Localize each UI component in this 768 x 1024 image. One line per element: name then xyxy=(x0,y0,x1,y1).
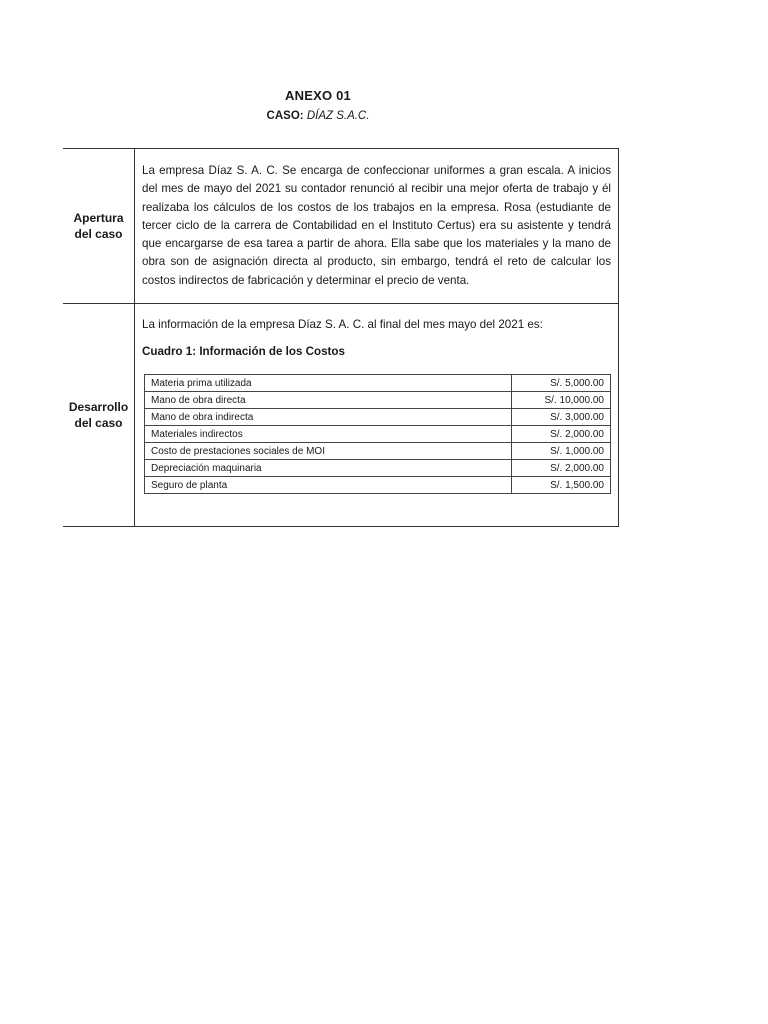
table-row xyxy=(145,460,611,477)
cost-table xyxy=(144,374,611,494)
cost-concept: Materia prima utilizada xyxy=(145,375,512,392)
apertura-label xyxy=(63,149,135,304)
cost-concept: Mano de obra directa xyxy=(145,392,512,409)
case-subtitle xyxy=(0,110,636,122)
case-name: DÍAZ S.A.C. xyxy=(306,110,370,122)
cost-amount: S/. 1,500.00 xyxy=(512,477,611,494)
apertura-paragraph: La empresa Díaz S. A. C. Se encarga de confeccionar uniformes a gran escala. A inicios del mes de mayo del 2021 su contador renunció al recibir una mejor oferta de trabajo y él realizaba los cálculos de los costos de los trabajos en la empresa. Rosa (estudiante de tercer ciclo de la carrera de Contabilidad en el Instituto Certus) era su asistente y tendrá que encargarse de esa tarea a partir de ahora. Ella sabe que los materiales y la mano de obra son de asignación directa al producto, sin embargo, tendrá el reto de calcular los costos indirectos de fabricación y determinar el precio de venta. xyxy=(142,163,611,287)
cost-concept: Seguro de planta xyxy=(145,477,512,494)
apertura-row xyxy=(63,149,619,304)
cost-concept: Costo de prestaciones sociales de MOI xyxy=(145,443,512,460)
desarrollo-label xyxy=(63,304,135,527)
apertura-label-line1: Apertura xyxy=(73,211,124,225)
cost-amount: S/. 5,000.00 xyxy=(512,375,611,392)
desarrollo-row xyxy=(63,304,619,527)
cost-concept: Mano de obra indirecta xyxy=(145,409,512,426)
desarrollo-label-line2: del caso xyxy=(74,416,123,430)
table-row xyxy=(145,392,611,409)
cost-concept: Depreciación maquinaria xyxy=(145,460,512,477)
case-label: CASO: xyxy=(266,110,304,122)
desarrollo-label-line1: Desarrollo xyxy=(68,400,129,414)
apertura-label-line2: del caso xyxy=(74,227,123,241)
cost-amount: S/. 2,000.00 xyxy=(512,426,611,443)
cost-amount: S/. 1,000.00 xyxy=(512,443,611,460)
table-row xyxy=(145,443,611,460)
desarrollo-intro: La información de la empresa Díaz S. A. C. al final del mes mayo del 2021 es: xyxy=(142,318,543,331)
apertura-content xyxy=(135,149,619,304)
case-table xyxy=(63,148,619,527)
table-row xyxy=(145,409,611,426)
table-row xyxy=(145,477,611,494)
cost-concept: Materiales indirectos xyxy=(145,426,512,443)
cost-amount: S/. 3,000.00 xyxy=(512,409,611,426)
table-row xyxy=(145,426,611,443)
desarrollo-content xyxy=(135,304,619,527)
table-row xyxy=(145,375,611,392)
cost-amount: S/. 2,000.00 xyxy=(512,460,611,477)
cost-table-title: Cuadro 1: Información de los Costos xyxy=(142,345,345,358)
document-title: ANEXO 01 xyxy=(285,88,351,103)
cost-amount: S/. 10,000.00 xyxy=(512,392,611,409)
